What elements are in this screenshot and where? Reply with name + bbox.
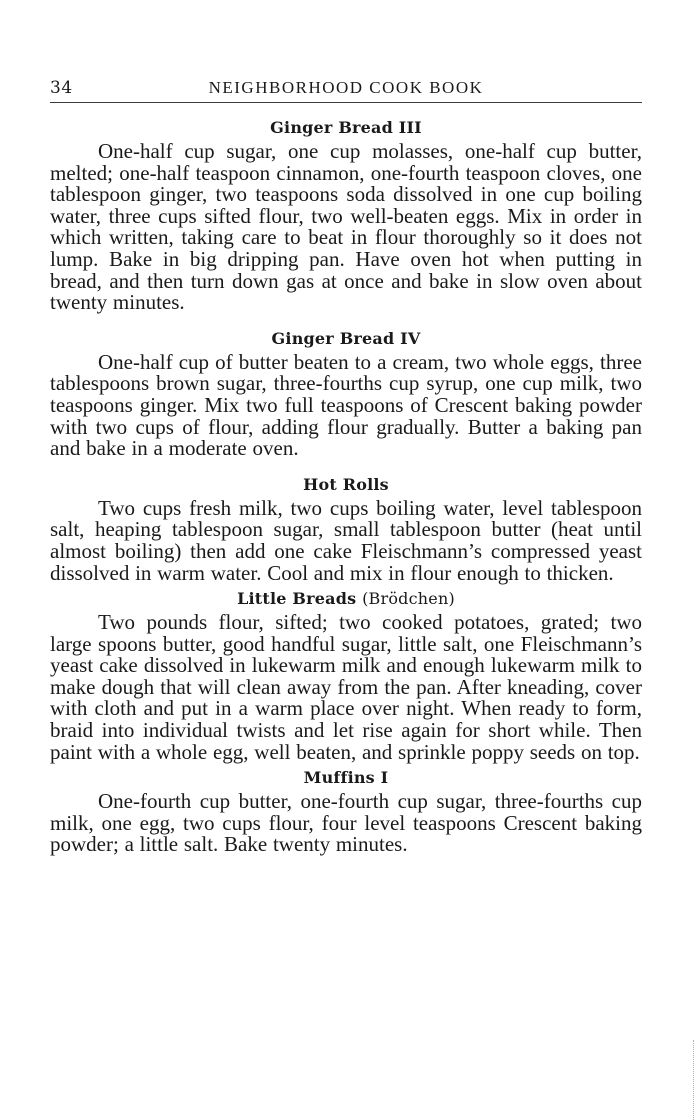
- recipe-title: [50, 474, 642, 496]
- recipe-list: [50, 117, 642, 856]
- recipe-title-text: Muffins I: [303, 768, 389, 788]
- recipe-ginger-bread-iv: [50, 328, 642, 460]
- recipe-muffins-i: [50, 767, 642, 856]
- running-head: [50, 74, 642, 103]
- page-edge-marks: [693, 1040, 698, 1120]
- recipe-body: Two cups fresh milk, two cups boiling water, level tablespoon salt, heaping tablespoon sugar, small tablespoon butter (heat until almost boiling) then add one cake Fleischmann’s compressed yeast dissolved in warm water. Cool and mix in flour enough to thicken.: [50, 495, 642, 585]
- recipe-title-text: Little Breads: [237, 589, 357, 609]
- book-page: [50, 74, 642, 856]
- book-title: NEIGHBORHOOD COOK BOOK: [208, 78, 484, 97]
- recipe-title-text: Hot Rolls: [303, 474, 389, 494]
- recipe-little-breads: [50, 588, 642, 763]
- recipe-body: One-half cup of butter beaten to a cream, two whole eggs, three tablespoons brown sugar, three-fourths cup syrup, one cup milk, two teaspoons ginger. Mix two full teaspoons of Crescent baking powder with two cups of flour, adding flour gradually. Butter a baking pan and bake in a moderate oven.: [50, 349, 642, 461]
- recipe-subtitle: (Brödchen): [362, 589, 455, 609]
- recipe-body: Two pounds flour, sifted; two cooked potatoes, grated; two large spoons butter, good handful sugar, little salt, one Fleischmann’s yeast cake dissolved in lukewarm milk and enough lukewarm milk to make dough that will clean away from the pan. After kneading, cover with cloth and put in a warm place over night. When ready to form, braid into individual twists and let rise again for short while. Then paint with a whole egg, well beaten, and sprinkle poppy seeds on top.: [50, 610, 642, 764]
- page-number: 34: [50, 78, 73, 98]
- recipe-title-text: Ginger Bread III: [270, 118, 422, 137]
- recipe-title: [50, 588, 642, 610]
- recipe-title: [50, 767, 642, 789]
- recipe-title: [50, 117, 642, 139]
- recipe-title-text: Ginger Bread IV: [271, 328, 421, 348]
- recipe-ginger-bread-iii: [50, 117, 642, 314]
- recipe-hot-rolls: [50, 474, 642, 584]
- recipe-body: One-half cup sugar, one cup molasses, one-half cup butter, melted; one-half teaspoon cinnamon, one-fourth teaspoon cloves, one tablespoon ginger, two teaspoons soda dissolved in one cup boiling water, three cups sifted flour, two well-beaten eggs. Mix in order in which written, taking care to beat in flour thoroughly so it does not lump. Bake in big dripping pan. Have oven hot when putting in bread, and then turn down gas at once and bake in slow oven about twenty minutes.: [50, 139, 642, 315]
- recipe-body: One-fourth cup butter, one-fourth cup sugar, three-fourths cup milk, one egg, two cups flour, four level teaspoons Crescent baking powder; a little salt. Bake twenty minutes.: [50, 789, 642, 857]
- recipe-title: [50, 328, 642, 350]
